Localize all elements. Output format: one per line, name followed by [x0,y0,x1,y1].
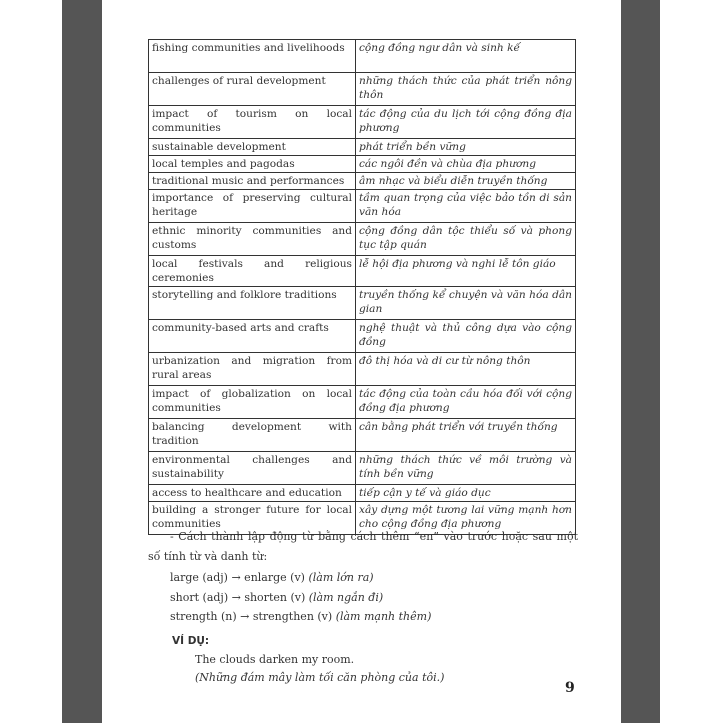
english-term: importance of preserving cultural heritage [149,190,356,223]
table-row [149,287,576,320]
vietnamese-translation: các ngôi đền và chùa địa phương [356,156,576,173]
table-row [149,190,576,223]
english-term: access to healthcare and education [149,485,356,502]
table-row [149,386,576,419]
english-term: building a stronger future for local communities [149,502,356,535]
vietnamese-translation: âm nhạc và biểu diễn truyền thống [356,173,576,190]
english-term: fishing communities and livelihoods [149,40,356,73]
table-row [149,156,576,173]
english-term: impact of globalization on local communities [149,386,356,419]
english-term: community-based arts and crafts [149,320,356,353]
vietnamese-translation: lễ hội địa phương và nghi lễ tôn giáo [356,256,576,287]
table-row [149,256,576,287]
vietnamese-translation: những thách thức của phát triển nông thôn [356,73,576,106]
example-line: large (adj) → enlarge (v) (làm lớn ra) [170,571,374,584]
table-row [149,40,576,73]
example-sentence: The clouds darken my room. [195,653,355,666]
english-term: balancing development with tradition [149,419,356,452]
english-term: sustainable development [149,139,356,156]
vietnamese-translation: tầm quan trọng của việc bảo tồn di sản văn hóa [356,190,576,223]
vietnamese-translation: cộng đồng dân tộc thiểu số và phong tục tập quán [356,223,576,256]
scan-border-left [62,0,102,723]
vocabulary-table [148,39,576,535]
table-row [149,106,576,139]
page-number: 9 [565,680,575,696]
vietnamese-translation: cân bằng phát triển với truyền thống [356,419,576,452]
example-line: strength (n) → strengthen (v) (làm mạnh thêm) [170,610,432,623]
table-row [149,485,576,502]
scan-border-right [621,0,660,723]
vietnamese-translation: tiếp cận y tế và giáo dục [356,485,576,502]
table-row [149,353,576,386]
vietnamese-translation: nghệ thuật và thủ công dựa vào cộng đồng [356,320,576,353]
vietnamese-translation: truyền thống kể chuyện và văn hóa dân gian [356,287,576,320]
vietnamese-translation: xây dựng một tương lai vững mạnh hơn cho cộng đồng địa phương [356,502,576,535]
vietnamese-translation: cộng đồng ngư dân và sinh kế [356,40,576,73]
english-term: challenges of rural development [149,73,356,106]
english-term: ethnic minority communities and customs [149,223,356,256]
english-term: local festivals and religious ceremonies [149,256,356,287]
intro-paragraph: - Cách thành lập động từ bằng cách thêm “en” vào trước hoặc sau một số tính từ và danh từ: [148,530,578,563]
table-row [149,320,576,353]
example-translation: (Những đám mây làm tối căn phòng của tôi.) [195,671,445,684]
example-line: short (adj) → shorten (v) (làm ngắn đi) [170,591,384,604]
table-row [149,73,576,106]
vietnamese-translation: tác động của toàn cầu hóa đối với cộng đồng địa phương [356,386,576,419]
english-term: storytelling and folklore traditions [149,287,356,320]
vietnamese-translation: tác động của du lịch tới cộng đồng địa phương [356,106,576,139]
english-term: impact of tourism on local communities [149,106,356,139]
english-term: urbanization and migration from rural areas [149,353,356,386]
vietnamese-translation: những thách thức về môi trường và tính bền vững [356,452,576,485]
table-row [149,139,576,156]
table-row [149,223,576,256]
vietnamese-translation: đô thị hóa và di cư từ nông thôn [356,353,576,386]
english-term: traditional music and performances [149,173,356,190]
vietnamese-translation: phát triển bền vững [356,139,576,156]
example-heading: VÍ DỤ: [172,635,210,647]
table-row [149,419,576,452]
table-row [149,452,576,485]
english-term: environmental challenges and sustainability [149,452,356,485]
english-term: local temples and pagodas [149,156,356,173]
table-row [149,173,576,190]
